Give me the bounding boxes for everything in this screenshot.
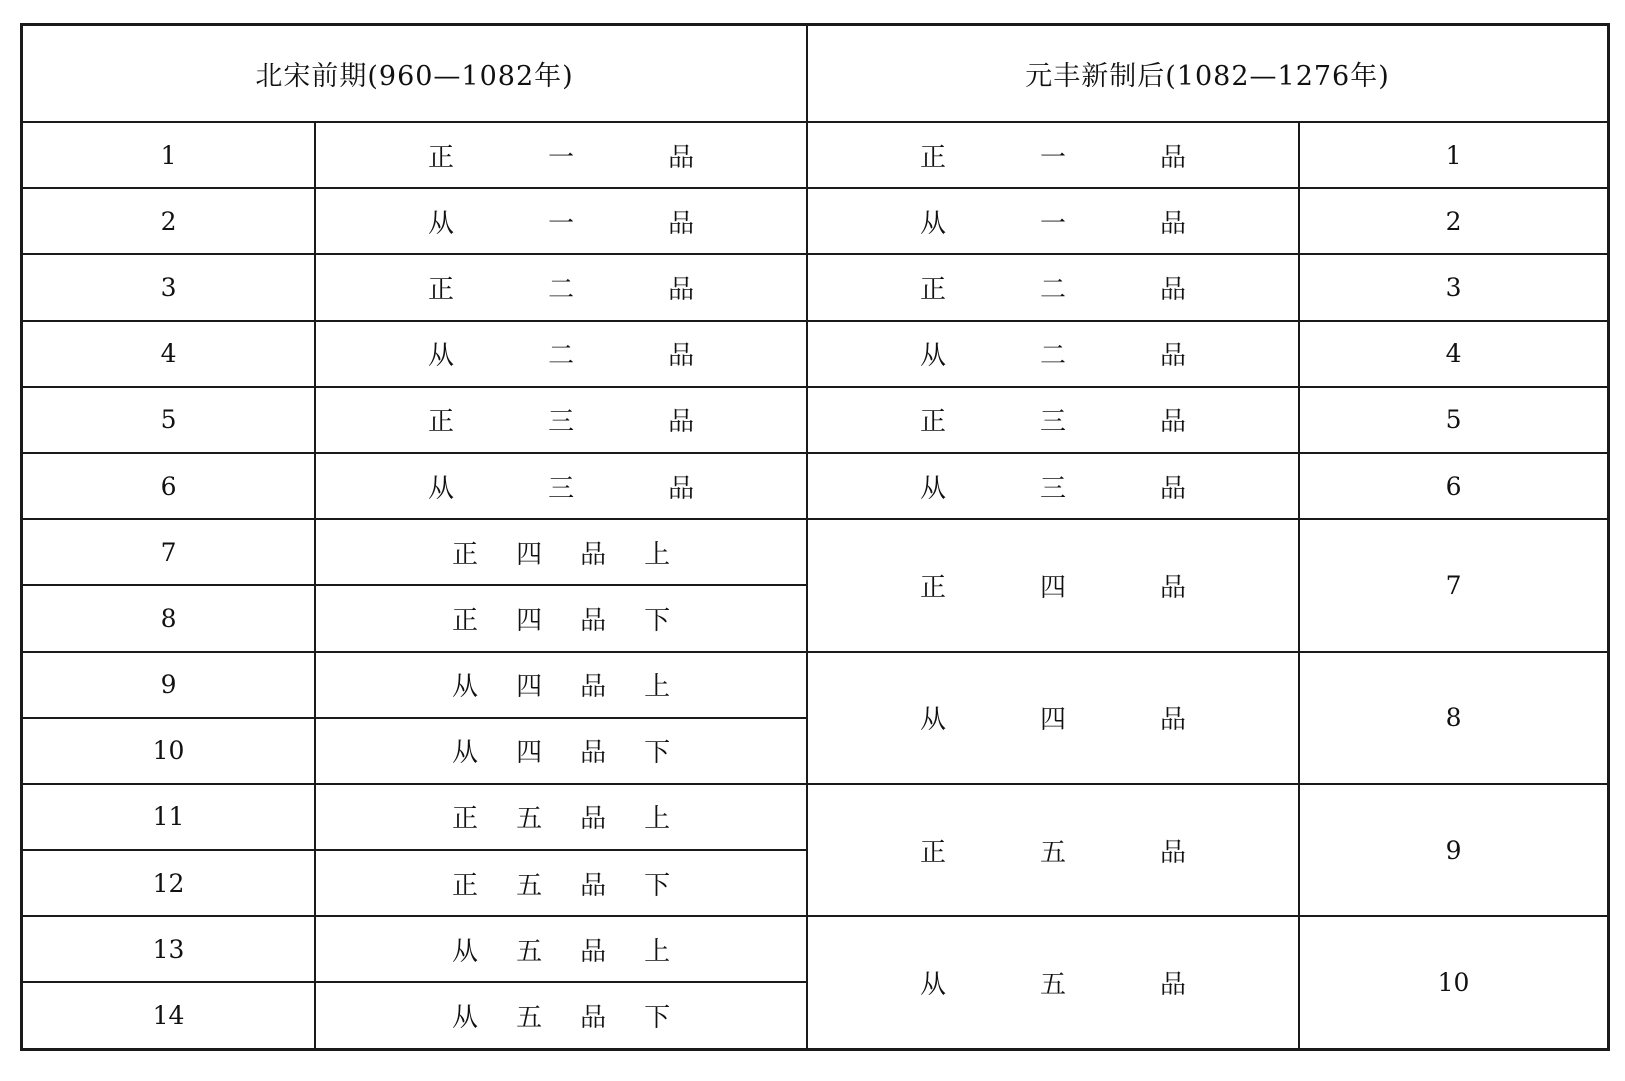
table-row <box>22 784 1609 850</box>
left-rank: 11 <box>22 784 316 850</box>
right-grade-merged: 从 五 品 <box>807 916 1299 1049</box>
left-rank: 14 <box>22 982 316 1049</box>
right-rank-merged: 10 <box>1299 916 1608 1049</box>
table-row <box>22 188 1609 254</box>
left-grade: 正 五 品 上 <box>315 784 807 850</box>
right-grade-merged: 正 四 品 <box>807 519 1299 651</box>
right-rank: 5 <box>1299 387 1608 453</box>
left-grade: 从 五 品 上 <box>315 916 807 982</box>
left-rank: 9 <box>22 652 316 718</box>
right-rank: 6 <box>1299 453 1608 519</box>
left-rank: 4 <box>22 321 316 387</box>
rank-comparison-table <box>20 23 1610 1051</box>
table-row <box>22 453 1609 519</box>
header-early-song: 北宋前期(960—1082年) <box>22 25 808 123</box>
right-rank-merged: 9 <box>1299 784 1608 916</box>
table-row <box>22 254 1609 320</box>
left-rank: 1 <box>22 122 316 188</box>
left-grade: 正 四 品 下 <box>315 585 807 651</box>
left-grade: 从 五 品 下 <box>315 982 807 1049</box>
table-row <box>22 519 1609 585</box>
table-row <box>22 916 1609 982</box>
left-grade: 从 四 品 上 <box>315 652 807 718</box>
right-rank: 4 <box>1299 321 1608 387</box>
left-rank: 12 <box>22 850 316 916</box>
left-rank: 10 <box>22 718 316 784</box>
table-row <box>22 387 1609 453</box>
table-row <box>22 652 1609 718</box>
header-row <box>22 25 1609 123</box>
left-rank: 5 <box>22 387 316 453</box>
left-grade: 从 三 品 <box>315 453 807 519</box>
left-grade: 正 二 品 <box>315 254 807 320</box>
header-yuanfeng: 元丰新制后(1082—1276年) <box>807 25 1608 123</box>
right-rank: 3 <box>1299 254 1608 320</box>
right-grade: 正 三 品 <box>807 387 1299 453</box>
rank-comparison-table-container <box>20 23 1610 1051</box>
left-grade: 从 四 品 下 <box>315 718 807 784</box>
left-rank: 13 <box>22 916 316 982</box>
left-rank: 8 <box>22 585 316 651</box>
table-row <box>22 122 1609 188</box>
left-grade: 从 二 品 <box>315 321 807 387</box>
left-grade: 正 四 品 上 <box>315 519 807 585</box>
right-rank-merged: 7 <box>1299 519 1608 651</box>
left-grade: 正 三 品 <box>315 387 807 453</box>
right-rank: 2 <box>1299 188 1608 254</box>
right-grade: 正 二 品 <box>807 254 1299 320</box>
right-grade-merged: 正 五 品 <box>807 784 1299 916</box>
left-rank: 6 <box>22 453 316 519</box>
left-rank: 2 <box>22 188 316 254</box>
right-grade: 从 二 品 <box>807 321 1299 387</box>
left-grade: 正 一 品 <box>315 122 807 188</box>
right-grade: 从 一 品 <box>807 188 1299 254</box>
right-grade: 从 三 品 <box>807 453 1299 519</box>
left-rank: 3 <box>22 254 316 320</box>
right-grade-merged: 从 四 品 <box>807 652 1299 784</box>
right-rank-merged: 8 <box>1299 652 1608 784</box>
right-rank: 1 <box>1299 122 1608 188</box>
right-grade: 正 一 品 <box>807 122 1299 188</box>
left-rank: 7 <box>22 519 316 585</box>
table-row <box>22 321 1609 387</box>
left-grade: 从 一 品 <box>315 188 807 254</box>
left-grade: 正 五 品 下 <box>315 850 807 916</box>
